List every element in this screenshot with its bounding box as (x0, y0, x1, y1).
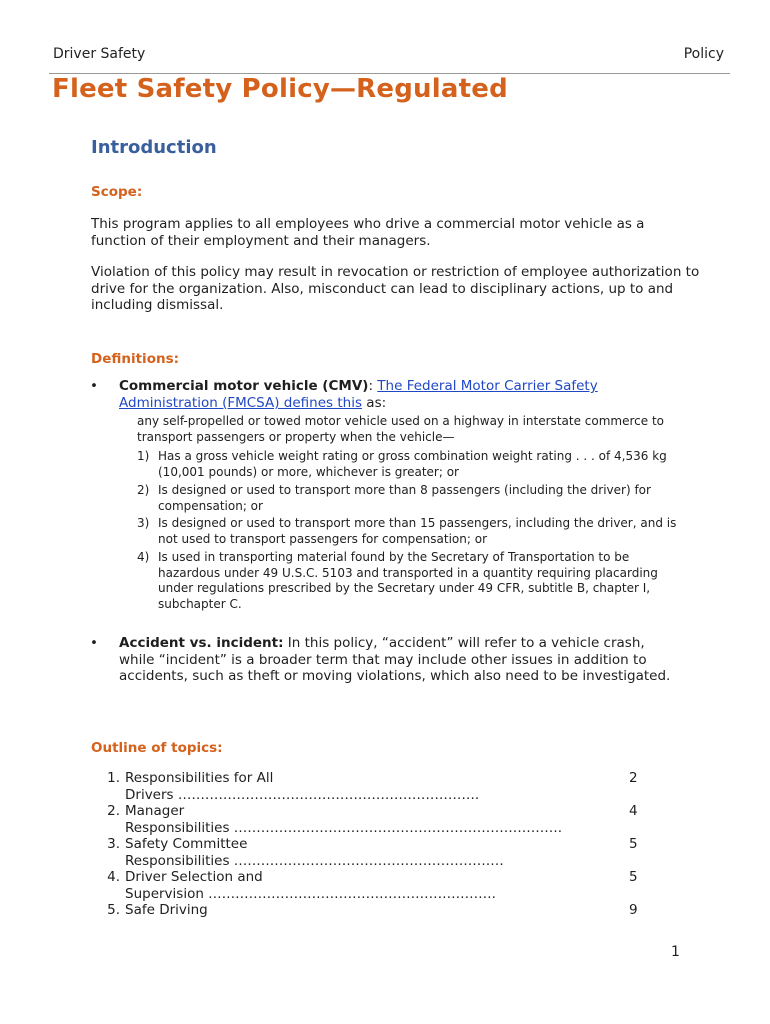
cmv-item-text: Is designed or used to transport more than 15 passengers, including the driver, and is not used to transport passengers for compensation; or (158, 516, 677, 546)
definitions-heading: Definitions: (91, 351, 180, 367)
bullet-glyph: • (90, 635, 98, 651)
toc-page-number: 4 (629, 803, 638, 819)
document-title: Fleet Safety Policy—Regulated (52, 74, 508, 104)
introduction-heading: Introduction (91, 137, 217, 158)
toc-page-number: 5 (629, 836, 638, 852)
toc-line-1: Responsibilities for All (125, 770, 274, 786)
cmv-quote-intro: any self-propelled or towed motor vehicle used on a highway in interstate commerce to transport passengers or property when the vehicle— (137, 414, 664, 444)
fmcsa-link[interactable]: The Federal Motor Carrier Safety Administration (FMCSA) defines this (119, 378, 598, 411)
toc-text (125, 836, 605, 869)
toc-number: 1. (107, 770, 120, 786)
cmv-item-text: Is used in transporting material found by the Secretary of Transportation to be hazardous under 49 U.S.C. 5103 and transported in a quantity requiring placarding under regulations prescribed by the Secretary under 49 CFR, subtitle B, chapter I, subchapter C. (158, 550, 658, 611)
toc-number: 4. (107, 869, 120, 885)
cmv-suffix: as: (362, 394, 387, 411)
toc-line-1: Safe Driving (125, 902, 208, 918)
cmv-item-number: 1) (137, 449, 150, 463)
page-number: 1 (671, 944, 680, 960)
toc-text (125, 803, 605, 836)
cmv-item-number: 2) (137, 483, 150, 497)
toc-line-2: Responsibilities ………………………………………………………………. (125, 819, 563, 836)
toc-line-2: Supervision ………………………………………………………. (125, 885, 496, 902)
header-left: Driver Safety (53, 46, 146, 62)
toc-line-1: Driver Selection and (125, 869, 263, 885)
cmv-item-text: Has a gross vehicle weight rating or gross combination weight rating . . . of 4,536 kg (10,001 pounds) or more, whichever is greater; or (158, 449, 667, 479)
scope-paragraph-1: This program applies to all employees who drive a commercial motor vehicle as a function of their employment and their managers. (91, 216, 645, 249)
cmv-term: Commercial motor vehicle (CMV) (119, 378, 369, 394)
toc-line-2: Responsibilities …………………………………………………… (125, 852, 504, 869)
scope-heading: Scope: (91, 184, 143, 200)
toc-text (125, 770, 605, 803)
bullet-glyph: • (90, 378, 98, 394)
cmv-item-number: 3) (137, 516, 150, 530)
accident-text: In this policy, “accident” will refer to a vehicle crash, while “incident” is a broader term that may include other issues in addition to accidents, such as theft or moving violations, which also need to be investigated. (119, 635, 671, 684)
toc-line-1: Safety Committee (125, 836, 248, 852)
toc-line-1: Manager (125, 803, 185, 819)
cmv-colon: : (368, 378, 373, 394)
cmv-definition (119, 378, 684, 411)
toc-page-number: 9 (629, 902, 638, 918)
toc-page-number: 2 (629, 770, 638, 786)
toc-line-2: Drivers …………………………………………………………. (125, 786, 480, 803)
toc-number: 5. (107, 902, 120, 918)
cmv-item-number: 4) (137, 550, 150, 564)
accident-definition (119, 635, 674, 685)
cmv-item-text: Is designed or used to transport more than 8 passengers (including the driver) for compensation; or (158, 483, 651, 513)
header-right: Policy (683, 46, 724, 62)
accident-term: Accident vs. incident: (119, 635, 284, 651)
scope-paragraph-2: Violation of this policy may result in revocation or restriction of employee authorization to drive for the organization. Also, misconduct can lead to disciplinary actions, up to and including dismissal. (91, 264, 700, 313)
outline-heading: Outline of topics: (91, 740, 223, 756)
toc-text (125, 869, 605, 902)
toc-page-number: 5 (629, 869, 638, 885)
toc-number: 3. (107, 836, 120, 852)
toc-text (125, 902, 605, 919)
toc-number: 2. (107, 803, 120, 819)
